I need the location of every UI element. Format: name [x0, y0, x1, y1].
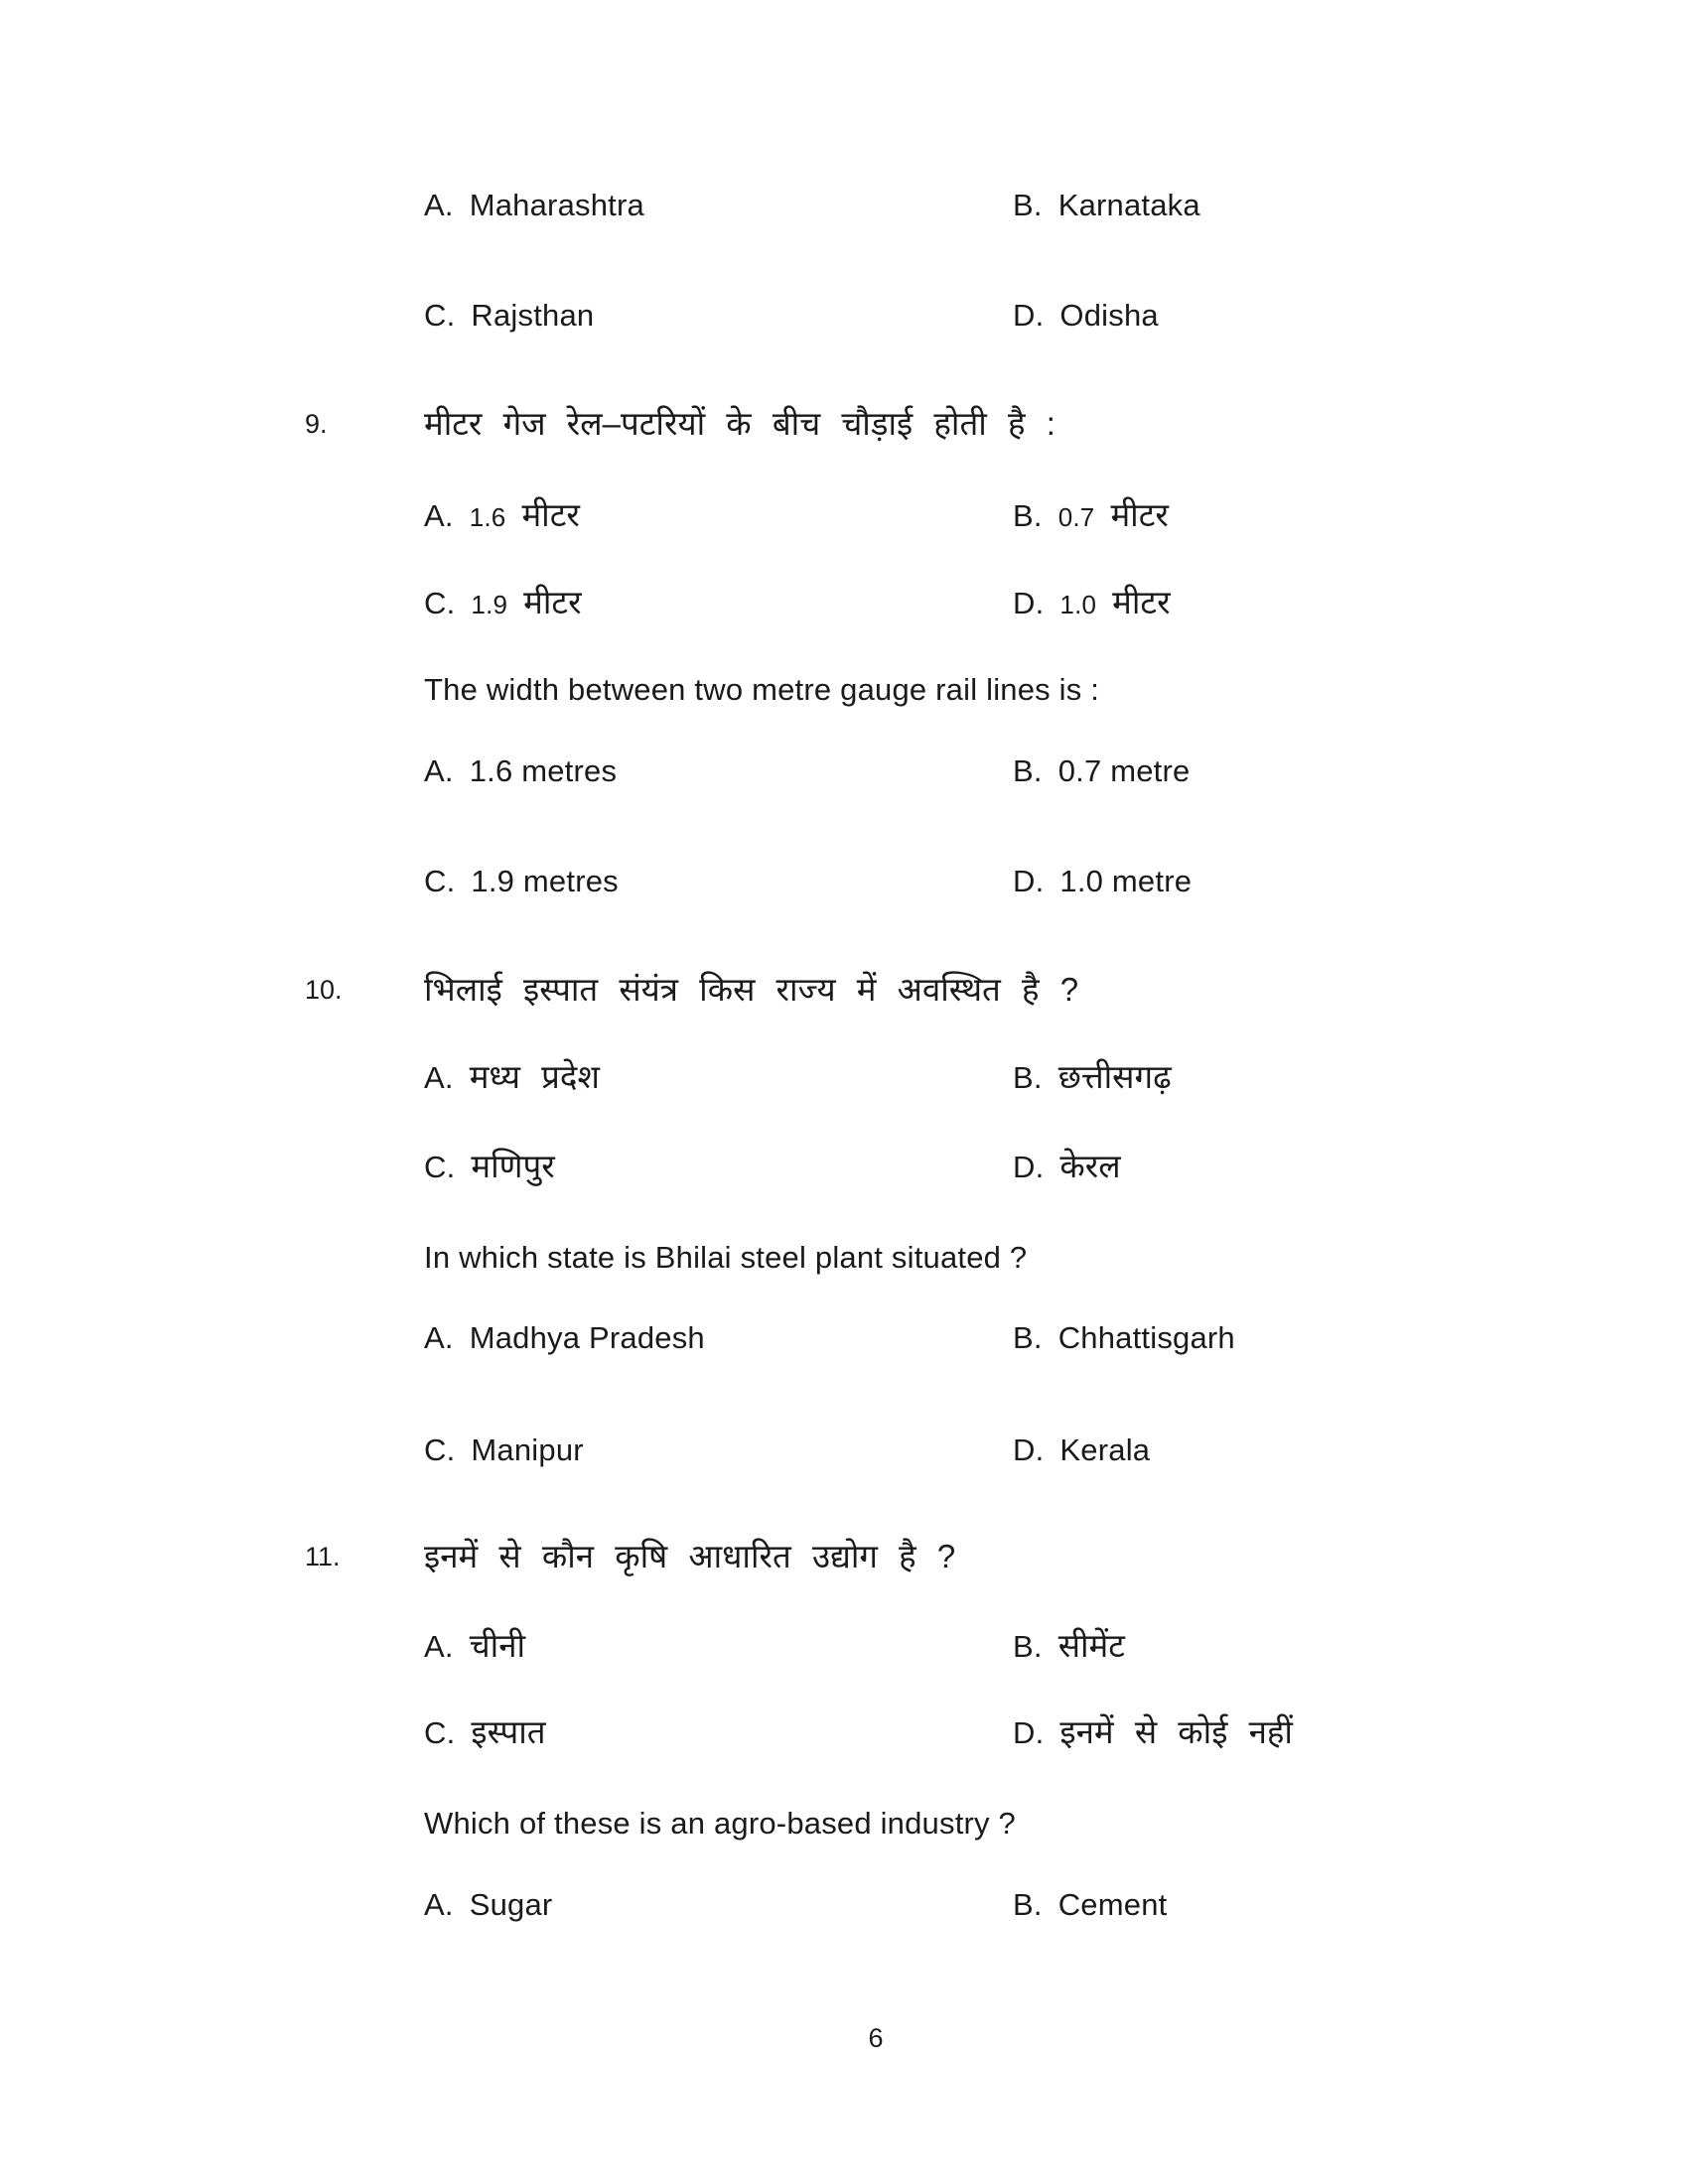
option-a-english [424, 1884, 552, 1926]
option-label: C. [424, 1150, 456, 1184]
option-label: B. [1013, 188, 1043, 222]
option-label: C. [424, 1433, 456, 1467]
option-b-hindi [1013, 1623, 1125, 1669]
option-text: 1.9 metres [471, 864, 619, 898]
option-text: Karnataka [1057, 188, 1200, 222]
option-b-hindi [1013, 1054, 1172, 1100]
option-label: D. [1013, 1150, 1045, 1184]
question-text-english: In which state is Bhilai steel plant situated ? [424, 1240, 1028, 1275]
option-a-english [424, 1317, 705, 1359]
option-text: Madhya Pradesh [469, 1320, 705, 1355]
option-label: D. [1013, 298, 1045, 333]
option-label: A. [424, 498, 454, 533]
option-d-english [1013, 861, 1192, 902]
question-number: 10. [305, 975, 343, 1005]
option-b-hindi [1013, 492, 1169, 538]
option-text: Manipur [471, 1433, 584, 1467]
option-c [424, 295, 594, 337]
option-a-hindi [424, 492, 580, 538]
option-d-hindi [1013, 580, 1171, 625]
question-text-english: The width between two metre gauge rail lines is : [424, 672, 1100, 707]
option-text: इनमें से कोई नहीं [1059, 1713, 1293, 1750]
option-c-hindi [424, 1709, 546, 1755]
option-text: मध्य प्रदेश [469, 1058, 600, 1095]
option-text: Sugar [469, 1887, 553, 1922]
option-label: A. [424, 1060, 454, 1095]
question-text-hindi: इनमें से कौन कृषि आधारित उद्योग है ? [424, 1538, 956, 1574]
option-text: केरल [1059, 1148, 1121, 1184]
option-d-hindi [1013, 1709, 1293, 1755]
option-a [424, 185, 644, 226]
option-label: B. [1013, 1320, 1043, 1355]
question-number: 9. [305, 409, 328, 439]
option-label: C. [424, 864, 456, 898]
option-text: Cement [1057, 1887, 1168, 1922]
option-text: इस्पात [471, 1713, 546, 1750]
option-label: C. [424, 586, 456, 620]
option-label: A. [424, 753, 454, 788]
option-b [1013, 185, 1200, 226]
option-label: A. [424, 1629, 454, 1664]
option-text: Odisha [1059, 298, 1159, 333]
option-value: 1.6 [469, 502, 506, 532]
option-label: B. [1013, 498, 1043, 533]
option-text: मणिपुर [471, 1148, 555, 1184]
option-text: Rajsthan [471, 298, 595, 333]
option-text: Chhattisgarh [1057, 1320, 1235, 1355]
option-c-hindi [424, 1144, 555, 1189]
option-value: 0.7 [1057, 502, 1095, 532]
option-d-hindi [1013, 1144, 1121, 1189]
question-text-hindi: मीटर गेज रेल–पटरियों के बीच चौड़ाई होती है : [424, 405, 1055, 442]
option-text: चीनी [469, 1627, 526, 1664]
option-label: A. [424, 188, 454, 222]
page-number: 6 [868, 2023, 884, 2053]
question-text-hindi: भिलाई इस्पात संयंत्र किस राज्य में अवस्थित है ? [424, 971, 1079, 1008]
option-c-hindi [424, 580, 582, 625]
option-label: A. [424, 1320, 454, 1355]
option-text: 0.7 metre [1057, 753, 1191, 788]
option-unit: मीटर [1110, 496, 1169, 533]
option-a-hindi [424, 1623, 525, 1669]
option-label: B. [1013, 753, 1043, 788]
option-label: B. [1013, 1887, 1043, 1922]
option-b-english [1013, 751, 1190, 792]
option-label: B. [1013, 1060, 1043, 1095]
option-value: 1.9 [471, 590, 508, 619]
option-label: C. [424, 1715, 456, 1750]
option-text: Maharashtra [469, 188, 644, 222]
option-b-english [1013, 1884, 1167, 1926]
option-text: Kerala [1059, 1433, 1151, 1467]
option-label: C. [424, 298, 456, 333]
option-label: B. [1013, 1629, 1043, 1664]
option-unit: मीटर [1112, 584, 1171, 620]
option-label: D. [1013, 586, 1045, 620]
option-label: A. [424, 1887, 454, 1922]
option-label: D. [1013, 1715, 1045, 1750]
option-text: छत्तीसगढ़ [1057, 1058, 1172, 1095]
option-d [1013, 295, 1159, 337]
question-text-english: Which of these is an agro-based industry ? [424, 1806, 1016, 1841]
option-c-english [424, 1430, 584, 1471]
option-unit: मीटर [523, 584, 582, 620]
option-text: सीमेंट [1057, 1627, 1125, 1664]
option-text: 1.0 metre [1059, 864, 1193, 898]
option-d-english [1013, 1430, 1150, 1471]
option-a-english [424, 751, 617, 792]
option-label: D. [1013, 864, 1045, 898]
option-unit: मीटर [521, 496, 580, 533]
option-a-hindi [424, 1054, 600, 1100]
question-number: 11. [305, 1542, 341, 1571]
option-label: D. [1013, 1433, 1045, 1467]
option-value: 1.0 [1059, 590, 1097, 619]
option-b-english [1013, 1317, 1235, 1359]
option-text: 1.6 metres [469, 753, 618, 788]
option-c-english [424, 861, 619, 902]
